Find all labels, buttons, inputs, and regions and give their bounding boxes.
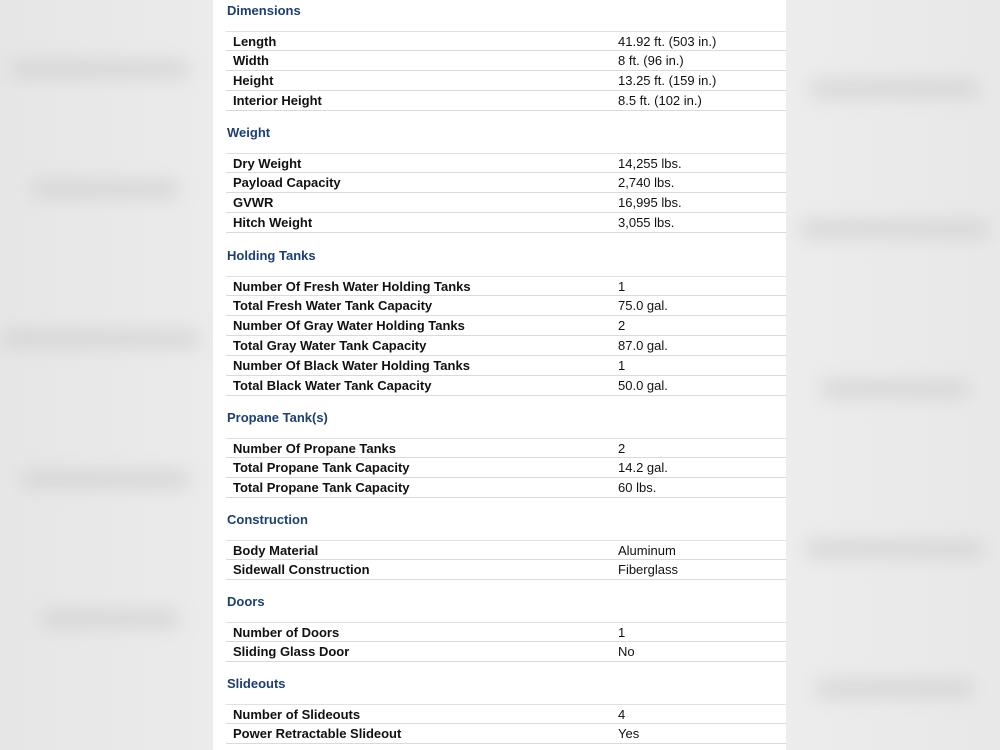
spec-value: 14.2 gal. (618, 460, 668, 475)
spec-value: 1 (618, 358, 626, 373)
section-title-dimensions: Dimensions (227, 3, 301, 18)
spec-label: Total Black Water Tank Capacity (233, 378, 432, 393)
spec-label: Number Of Gray Water Holding Tanks (233, 318, 465, 333)
section-title-propane-tanks: Propane Tank(s) (227, 410, 328, 425)
spec-row-propane-capacity-lbs (226, 478, 786, 498)
spec-value: 13.25 ft. (159 in.) (618, 73, 717, 88)
spec-label: Height (233, 73, 274, 88)
spec-value: 50.0 gal. (618, 378, 668, 393)
spec-label: Number of Slideouts (233, 707, 361, 722)
section-title-construction: Construction (227, 512, 308, 527)
spec-row-number-of-slideouts (226, 704, 786, 724)
spec-label: Sliding Glass Door (233, 644, 350, 659)
spec-label: Sidewall Construction (233, 562, 370, 577)
spec-row-interior-height (226, 91, 786, 111)
spec-value: 1 (618, 625, 626, 640)
section-title-doors: Doors (227, 594, 265, 609)
spec-row-sliding-glass-door (226, 642, 786, 662)
spec-value: Aluminum (618, 543, 676, 558)
spec-label: GVWR (233, 195, 274, 210)
spec-value: Fiberglass (618, 562, 678, 577)
spec-row-propane-tanks (226, 438, 786, 458)
spec-row-black-tanks (226, 356, 786, 376)
spec-row-fresh-capacity (226, 296, 786, 316)
spec-label: Payload Capacity (233, 175, 341, 190)
section-title-slideouts: Slideouts (227, 676, 286, 691)
spec-row-fresh-tanks (226, 276, 786, 296)
spec-row-width (226, 51, 786, 71)
spec-row-body-material (226, 540, 786, 560)
spec-label: Body Material (233, 543, 319, 558)
spec-value: 8.5 ft. (102 in.) (618, 93, 702, 108)
spec-label: Width (233, 53, 269, 68)
spec-row-payload-capacity (226, 173, 786, 193)
spec-value: No (618, 644, 635, 659)
spec-row-propane-capacity-gal (226, 458, 786, 478)
spec-row-height (226, 71, 786, 91)
section-title-weight: Weight (227, 125, 271, 140)
spec-value: 75.0 gal. (618, 298, 668, 313)
spec-label: Number of Doors (233, 625, 340, 640)
spec-row-black-capacity (226, 376, 786, 396)
spec-label: Total Propane Tank Capacity (233, 460, 410, 475)
spec-value: 3,055 lbs. (618, 215, 675, 230)
spec-value: 2,740 lbs. (618, 175, 675, 190)
spec-value: 41.92 ft. (503 in.) (618, 34, 717, 49)
spec-label: Power Retractable Slideout (233, 726, 402, 741)
spec-label: Number Of Fresh Water Holding Tanks (233, 279, 471, 294)
spec-row-gray-tanks (226, 316, 786, 336)
spec-label: Total Gray Water Tank Capacity (233, 338, 427, 353)
spec-value: Yes (618, 726, 640, 741)
spec-label: Interior Height (233, 93, 322, 108)
spec-label: Dry Weight (233, 156, 302, 171)
spec-label: Number Of Black Water Holding Tanks (233, 358, 470, 373)
spec-label: Total Propane Tank Capacity (233, 480, 410, 495)
spec-label: Number Of Propane Tanks (233, 441, 397, 456)
spec-value: 4 (618, 707, 626, 722)
spec-value: 16,995 lbs. (618, 195, 682, 210)
spec-row-sidewall-construction (226, 560, 786, 580)
spec-label: Length (233, 34, 277, 49)
specifications-panel (213, 0, 786, 750)
spec-value: 1 (618, 279, 626, 294)
spec-row-hitch-weight (226, 213, 786, 233)
spec-value: 2 (618, 441, 626, 456)
spec-value: 2 (618, 318, 626, 333)
spec-row-power-retractable-slideout (226, 724, 786, 744)
spec-value: 60 lbs. (618, 480, 657, 495)
spec-value: 87.0 gal. (618, 338, 668, 353)
section-title-holding-tanks: Holding Tanks (227, 248, 316, 263)
spec-row-gvwr (226, 193, 786, 213)
spec-row-dry-weight (226, 153, 786, 173)
spec-row-length (226, 31, 786, 51)
spec-row-gray-capacity (226, 336, 786, 356)
spec-row-number-of-doors (226, 622, 786, 642)
spec-value: 8 ft. (96 in.) (618, 53, 684, 68)
spec-value: 14,255 lbs. (618, 156, 682, 171)
spec-label: Total Fresh Water Tank Capacity (233, 298, 433, 313)
spec-label: Hitch Weight (233, 215, 313, 230)
